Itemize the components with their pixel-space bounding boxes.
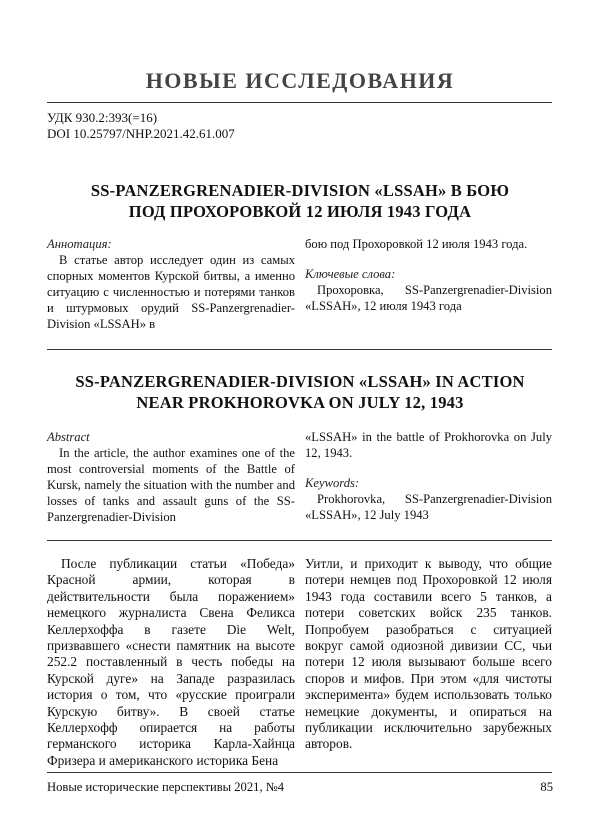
title-en-line1: SS-PANZERGRENADIER-DIVISION «LSSAH» IN ACTION: [75, 372, 525, 391]
body-left-column: [47, 556, 295, 769]
abstract-ru-text-right: бою под Прохоровкой 12 июля 1943 года.: [305, 237, 528, 251]
abstract-en-text-left: In the article, the author examines one of the most controversial moments of the Battle of Kursk, namely the situation with the number and losses of tanks and assault guns of the SS-Panzergrenadier-Division: [47, 446, 295, 524]
abstract-ru-label: Аннотация:: [47, 237, 112, 251]
abstract-en-right: [305, 429, 552, 523]
abstract-en-label: Abstract: [47, 430, 90, 444]
abstract-ru-text-left: В статье автор исследует один из самых спорных моментов Курской битвы, а именно ситуацию с численностью и потерями танков и штурмовых орудий SS-Panzergrenadier-Division «LSSAH» в: [47, 253, 295, 331]
abstract-en-text-right: «LSSAH» in the battle of Prokhorovka on July 12, 1943.: [305, 430, 552, 460]
keywords-en-text: Prokhorovka, SS-Panzergrenadier-Division «LSSAH», 12 July 1943: [305, 492, 552, 522]
section-header: НОВЫЕ ИССЛЕДОВАНИЯ: [145, 68, 455, 93]
article-title-en: [40, 371, 560, 413]
doi-line: DOI 10.25797/NHP.2021.42.61.007: [47, 126, 235, 141]
title-ru-line1: SS-PANZERGRENADIER-DIVISION «LSSAH» В БОЮ: [90, 181, 510, 200]
title-ru-line2: ПОД ПРОХОРОВКОЙ 12 ИЮЛЯ 1943 ГОДА: [128, 202, 472, 221]
abstract-en-rule: [47, 540, 552, 541]
abstract-en-left: [47, 429, 295, 525]
article-title-ru: [40, 180, 560, 222]
keywords-en-label: Keywords:: [305, 476, 360, 490]
keywords-ru-text: Прохоровка, SS-Panzergrenadier-Division «LSSAH», 12 июля 1943 года: [305, 283, 552, 313]
header-rule: [47, 102, 552, 103]
abstract-ru-right: [305, 236, 552, 314]
keywords-ru-label: Ключевые слова:: [305, 267, 396, 281]
page-number: 85: [540, 780, 553, 794]
abstract-ru-rule: [47, 349, 552, 350]
footer-journal: Новые исторические перспективы 2021, №4: [47, 780, 285, 794]
body-text-left: После публикации статьи «Победа» Красной армии, которая в действительности была поражением» немецкого журналиста Свена Феликса Келлерхоффа в газете Die Welt, призвавшего «снести памятник на высоте 252.2 поставленный в честь победы на Курской дуге» на Западе разразилась история о том, что «русские проиграли Курскую битву». В своей статье Келлерхофф опирается на работы германского историка Карла-Хайнца Фризера и американского историка Бена: [47, 556, 295, 768]
body-text-right: Уитли, и приходит к выводу, что общие потери немцев под Прохоровкой 12 июля 1943 года составили всего 5 танков, а потери советских войск 235 танков. Попробуем разобраться с ситуацией вокруг самой одиозной дивизии СС, чьи потери 12 июля вызывают больше всего споров и мифов. При этом «для чистоты эксперимента» будем использовать только немецкие документы, и опираться на публикации исключительно зарубежных авторов.: [305, 556, 552, 752]
footer-rule: [47, 772, 552, 773]
body-right-column: [305, 556, 552, 753]
udk-line: УДК 930.2:393(=16): [47, 110, 158, 125]
title-en-line2: NEAR PROKHOROVKA ON JULY 12, 1943: [136, 393, 464, 412]
abstract-ru-left: [47, 236, 295, 332]
